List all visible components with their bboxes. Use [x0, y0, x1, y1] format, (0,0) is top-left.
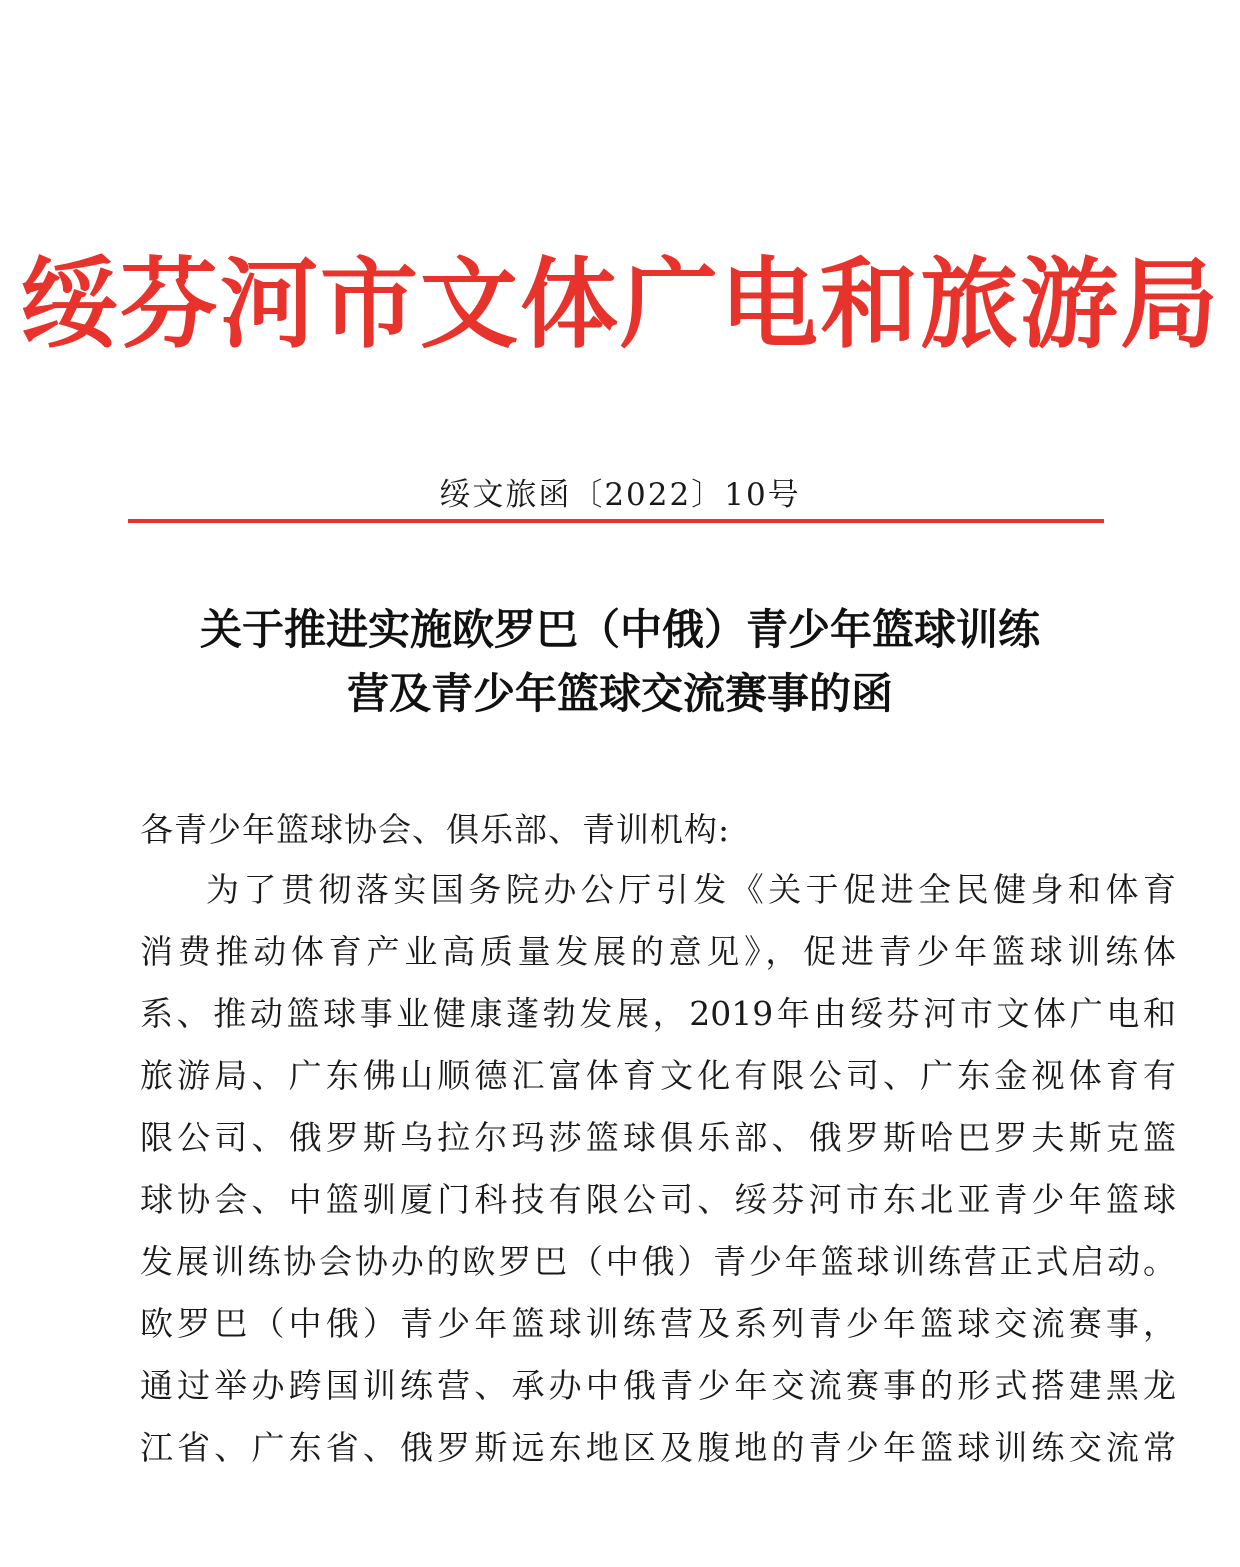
body-line: 限公司、俄罗斯乌拉尔玛莎篮球俱乐部、俄罗斯哈巴罗夫斯克篮 [140, 1118, 1176, 1157]
body-line: 欧罗巴（中俄）青少年篮球训练营及系列青少年篮球交流赛事， [140, 1304, 1176, 1343]
body-line: 消费推动体育产业高质量发展的意见》，促进青少年篮球训练体 [140, 932, 1176, 971]
body-line: 发展训练协会协办的欧罗巴（中俄）青少年篮球训练营正式启动。 [140, 1242, 1176, 1281]
body-line: 江省、广东省、俄罗斯远东地区及腹地的青少年篮球训练交流常 [140, 1428, 1176, 1467]
body-line: 旅游局、广东佛山顺德汇富体育文化有限公司、广东金视体育有 [140, 1056, 1176, 1095]
body-line: 为了贯彻落实国务院办公厅引发《关于促进全民健身和体育 [206, 870, 1176, 909]
body-line: 球协会、中篮驯厦门科技有限公司、绥芬河市东北亚青少年篮球 [140, 1180, 1176, 1219]
salutation: 各青少年篮球协会、俱乐部、青训机构: [140, 810, 731, 849]
document-title [0, 598, 1240, 726]
red-divider-line [128, 519, 1104, 523]
org-masthead: 绥芬河市文体广电和旅游局 [19, 248, 1220, 362]
body-line: 系、推动篮球事业健康蓬勃发展，2019年由绥芬河市文体广电和 [140, 994, 1176, 1033]
title-line-2: 营及青少年篮球交流赛事的函 [346, 669, 893, 718]
title-line-1: 关于推进实施欧罗巴（中俄）青少年篮球训练 [199, 605, 1040, 654]
document-number: 绥文旅函〔2022〕10号 [439, 477, 801, 513]
body-line: 通过举办跨国训练营、承办中俄青少年交流赛事的形式搭建黑龙 [140, 1366, 1176, 1405]
